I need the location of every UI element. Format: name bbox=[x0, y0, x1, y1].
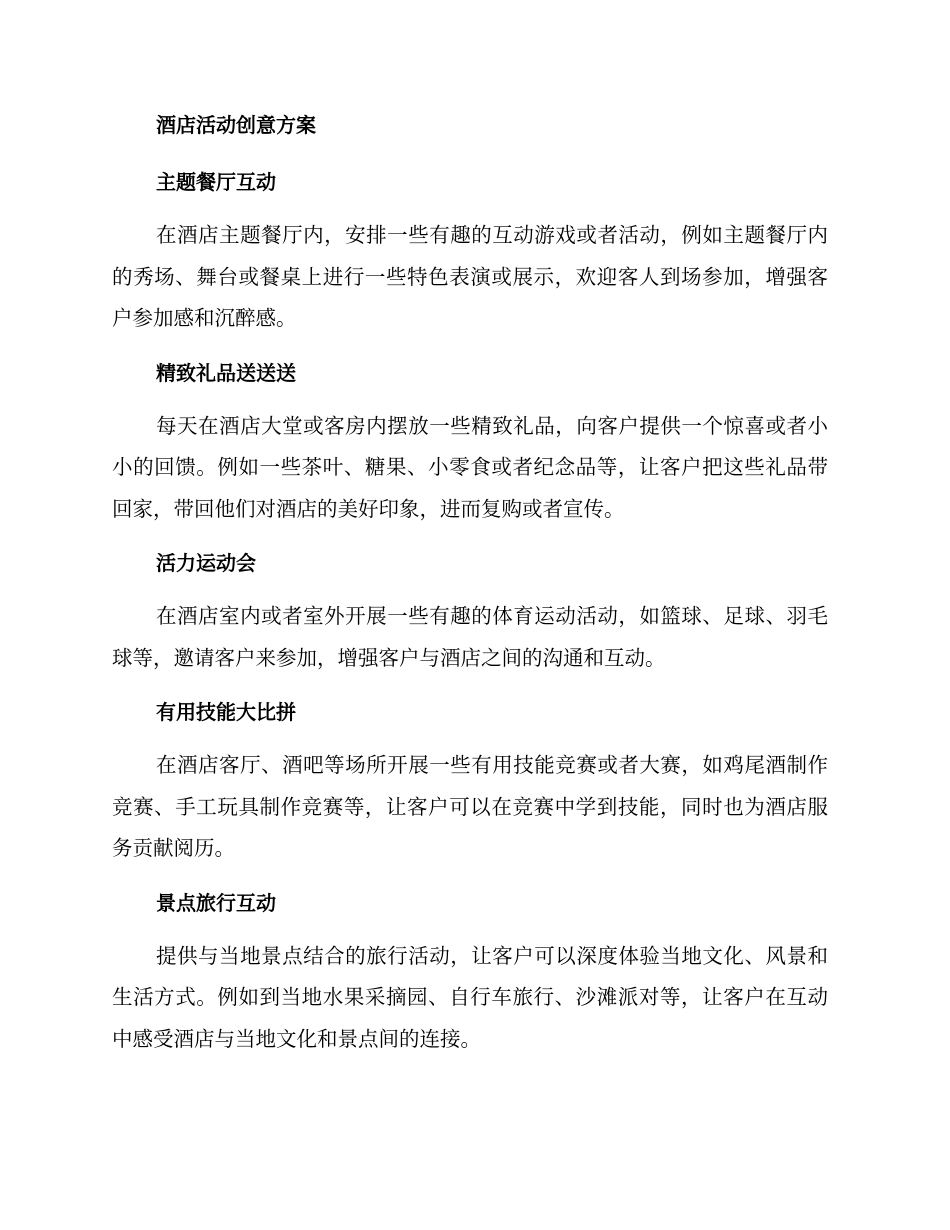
section-heading: 有用技能大比拼 bbox=[156, 700, 296, 724]
section-skills-contest bbox=[112, 692, 828, 870]
section-heading: 活力运动会 bbox=[156, 551, 256, 575]
section-travel bbox=[112, 883, 828, 1061]
section-gifts bbox=[112, 353, 828, 531]
document-title: 酒店活动创意方案 bbox=[156, 113, 316, 137]
section-body: 在酒店客厅、酒吧等场所开展一些有用技能竞赛或者大赛，如鸡尾酒制作竞赛、手工玩具制作竞赛等，让客户可以在竞赛中学到技能，同时也为酒店服务贡献阅历。 bbox=[112, 753, 828, 860]
document-content bbox=[112, 105, 828, 1073]
section-body: 每天在酒店大堂或客房内摆放一些精致礼品，向客户提供一个惊喜或者小小的回馈。例如一些茶叶、糖果、小零食或者纪念品等，让客户把这些礼品带回家，带回他们对酒店的美好印象，进而复购或者宣传。 bbox=[112, 413, 828, 521]
section-body: 提供与当地景点结合的旅行活动，让客户可以深度体验当地文化、风景和生活方式。例如到当地水果采摘园、自行车旅行、沙滩派对等，让客户在互动中感受酒店与当地文化和景点间的连接。 bbox=[112, 943, 828, 1051]
section-heading: 主题餐厅互动 bbox=[156, 170, 276, 194]
section-body: 在酒店室内或者室外开展一些有趣的体育运动活动，如篮球、足球、羽毛球等，邀请客户来参加，增强客户与酒店之间的沟通和互动。 bbox=[112, 604, 828, 670]
section-body: 在酒店主题餐厅内，安排一些有趣的互动游戏或者活动，例如主题餐厅内的秀场、舞台或餐桌上进行一些特色表演或展示，欢迎客人到场参加，增强客户参加感和沉醉感。 bbox=[112, 223, 828, 330]
section-heading: 景点旅行互动 bbox=[156, 890, 276, 915]
section-heading: 精致礼品送送送 bbox=[156, 360, 296, 385]
section-theme-restaurant bbox=[112, 162, 828, 340]
section-sports bbox=[112, 543, 828, 679]
